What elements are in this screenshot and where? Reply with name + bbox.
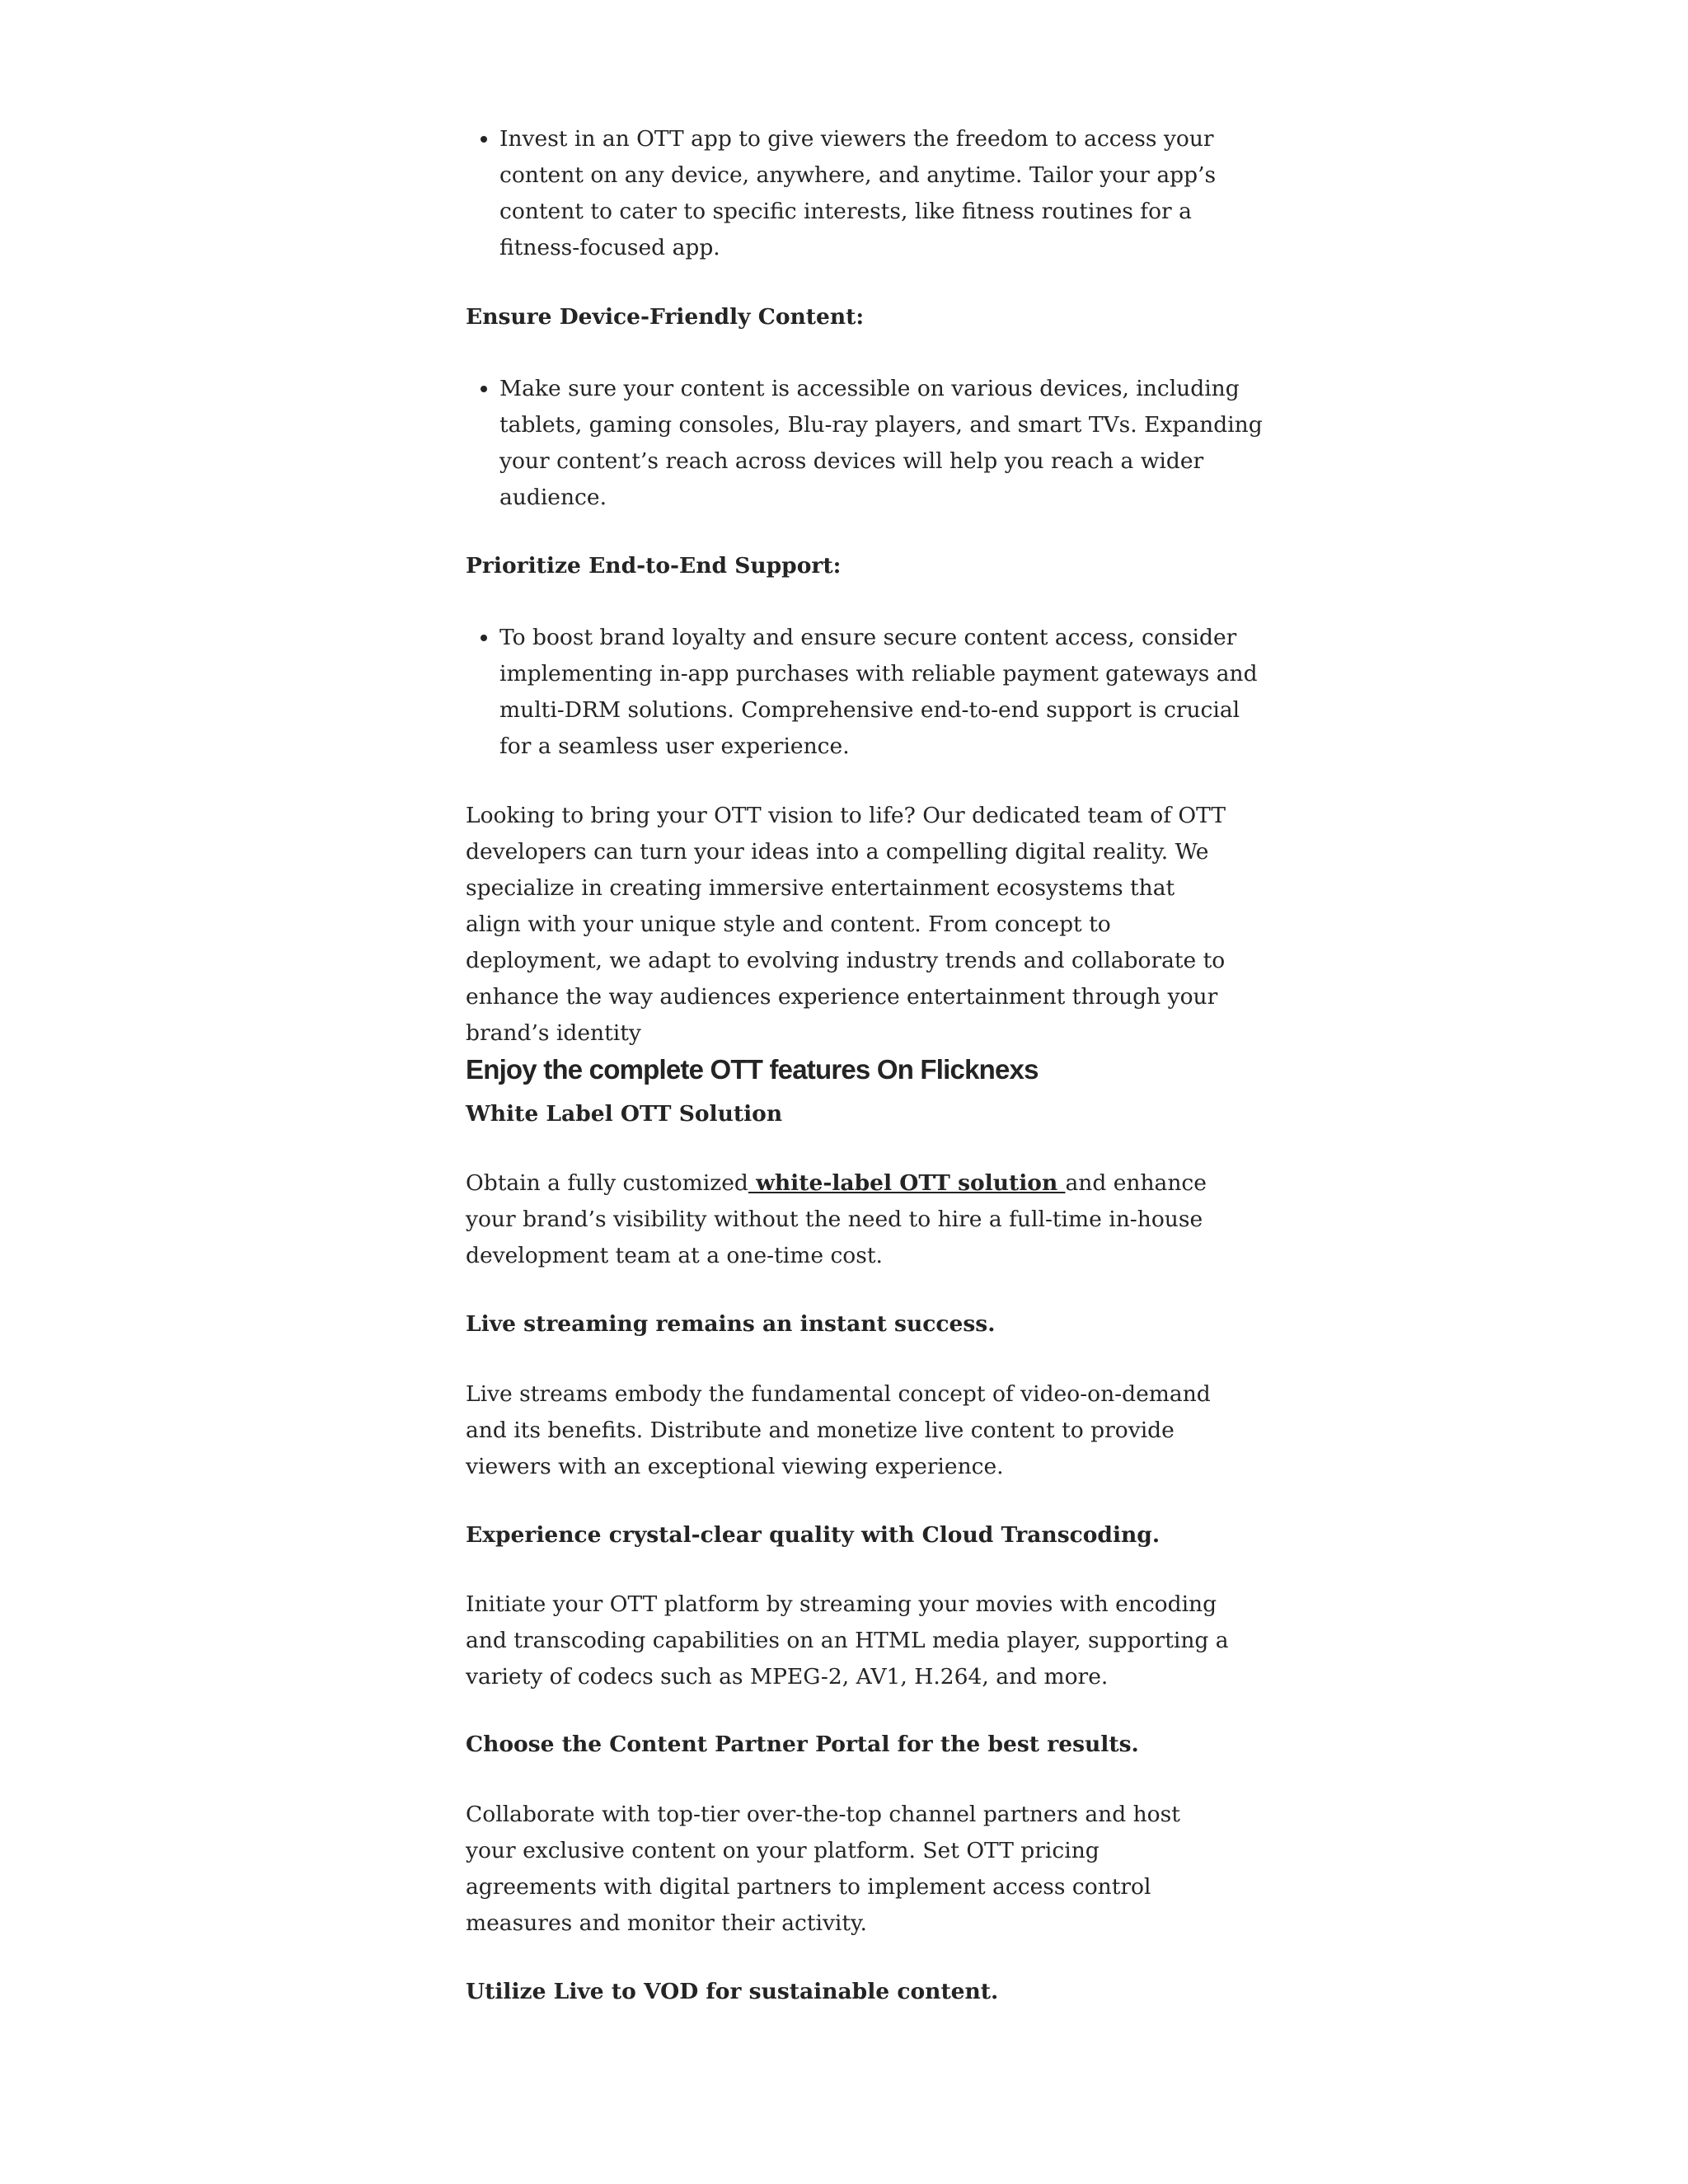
white-label-text-after: and enhance your brand’s visibility without the need to hire a full-time in-house development team at a one-time cost. — [466, 1170, 1207, 1268]
transcoding-paragraph: Initiate your OTT platform by streaming your movies with encoding and transcoding capabilities on an HTML media player, supporting a variety of codecs such as MPEG-2, AV1, H.264, and more. — [466, 1591, 1229, 1690]
white-label-ott-solution-link[interactable]: white-label OTT solution — [748, 1170, 1066, 1196]
features-heading: Enjoy the complete OTT features On Flicknexs — [466, 1054, 1039, 1085]
section-title-vod: Utilize Live to VOD for sustainable content. — [466, 1979, 999, 2004]
live-paragraph: Live streams embody the fundamental concept of video-on-demand and its benefits. Distribute and monetize live content to provide viewers with an exceptional viewing experience. — [466, 1381, 1211, 1479]
list-item: • Make sure your content is accessible on various devices, including tablets, gaming consoles, Blu-ray players, and smart TVs. Expanding your content’s reach across devices will help you reach a wider audience. — [499, 371, 1270, 516]
bullet-list — [466, 371, 1270, 516]
section-title-white-label: White Label OTT Solution — [466, 1101, 783, 1127]
section-title-device: Ensure Device-Friendly Content: — [466, 304, 865, 330]
white-label-paragraph — [466, 1165, 1236, 1274]
section-title-support: Prioritize End-to-End Support: — [466, 553, 842, 579]
list-item: • Invest in an OTT app to give viewers the freedom to access your content on any device, anywhere, and anytime. Tailor your app’s content to cater to specific interests, like fitness routines for a fitness-focused app. — [499, 121, 1270, 266]
section-title-live: Live streaming remains an instant success. — [466, 1311, 996, 1337]
white-label-text-before: Obtain a fully customized — [466, 1170, 748, 1196]
section-title-transcoding: Experience crystal-clear quality with Cloud Transcoding. — [466, 1522, 1160, 1548]
vision-paragraph: Looking to bring your OTT vision to life? Our dedicated team of OTT developers can turn your ideas into a compelling digital reality. We specialize in creating immersive entertainment ecosystems that align with your unique style and content. From concept to deployment, we adapt to evolving industry trends and collaborate to enhance the way audiences experience entertainment through your brand’s identity — [466, 803, 1226, 1046]
partner-paragraph: Collaborate with top-tier over-the-top channel partners and host your exclusive content on your platform. Set OTT pricing agreements with digital partners to implement access control measures and monitor their activity. — [466, 1802, 1180, 1936]
bullet-list — [466, 121, 1270, 266]
bullet-list — [466, 620, 1270, 765]
list-item: • To boost brand loyalty and ensure secure content access, consider implementing in-app purchases with reliable payment gateways and multi-DRM solutions. Comprehensive end-to-end support is crucial for a seamless user experience. — [499, 620, 1270, 765]
section-title-partner: Choose the Content Partner Portal for the best results. — [466, 1732, 1139, 1757]
